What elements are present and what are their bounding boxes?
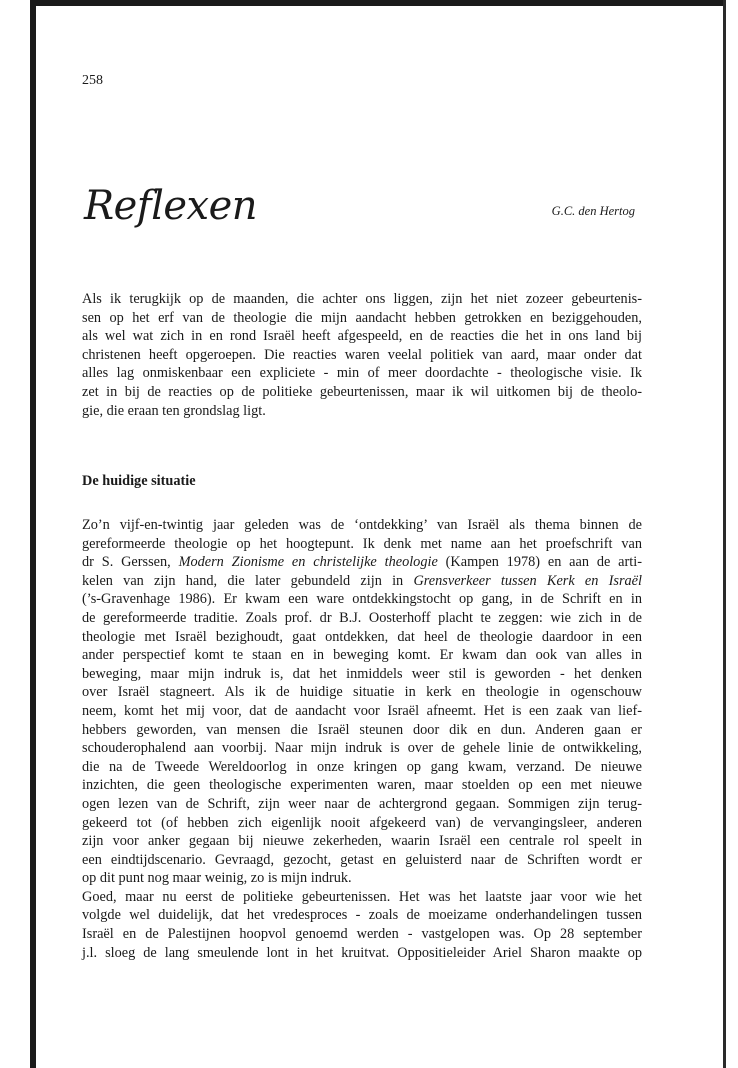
article-author: G.C. den Hertog [551, 204, 635, 218]
text-line: Israël en de Palestijnen hoopvol genoemd werden - vastgelopen was. Op 28 september [82, 926, 642, 943]
text-line: j.l. sloeg de lang smeulende lont in het kruitvat. Oppositieleider Ariel Sharon maakte op [82, 944, 642, 961]
text-line: christenen heeft opgeroepen. Die reacties waren veelal politiek van aard, maar onder dat [82, 346, 642, 363]
text-line: neem, komt het mij voor, dat de aandacht voor Israël afneemt. Het is een zaak van lief- [82, 702, 642, 719]
text-line: gekeerd tot (of hebben zich eigenlijk nooit afgekeerd van) de vervangingsleer, anderen [82, 814, 642, 831]
text-line: volgde wel duidelijk, dat het vredesproces - zoals de moeizame onderhandelingen tussen [82, 907, 642, 924]
text-line: de gereformeerde traditie. Zoals prof. dr B.J. Oosterhoff placht te zeggen: wie zich in de [82, 609, 642, 626]
scan-edge-bottom [30, 1040, 36, 1068]
text-line: Als ik terugkijk op de maanden, die achter ons liggen, zijn het niet zozeer gebeurtenis- [82, 291, 642, 307]
section-heading: De huidige situatie [82, 473, 196, 489]
body-paragraph [82, 516, 642, 962]
text-line: inzichten, die geen theologische experimenten waren, maar stoelden op een met nieuwe [82, 777, 642, 794]
scan-edge-left [30, 0, 36, 1068]
scan-edge-right [723, 0, 726, 1068]
text-line: alles lag onmiskenbaar een expliciete - min of meer doordachte - theologische visie. Ik [82, 365, 642, 382]
text-line: gereformeerde theologie op het hoogtepunt. Ik denk met name aan het proefschrift van [82, 535, 642, 552]
intro-paragraph [82, 290, 642, 420]
text-line: als wel wat zich in en rond Israël heeft afgespeeld, en de reacties die het in ons land bij [82, 328, 642, 345]
text-line: over Israël stagneert. Als ik de huidige situatie in kerk en theologie in ogenschouw [82, 684, 642, 701]
text-line: ander perspectief komt te staan en in beweging komt. Er kwam dan ook van alles in [82, 647, 642, 664]
book-title: Grensverkeer tussen Kerk en Israël [413, 572, 642, 589]
text-line: zijn voor anker gegaan bij nieuwe zekerheden, waarin Israël een centrale rol speelt in [82, 833, 642, 850]
text-line: Goed, maar nu eerst de politieke gebeurtenissen. Het was het laatste jaar voor wie het [82, 888, 642, 905]
scan-edge-top [30, 0, 726, 6]
text-line: zet in bij de reacties op de politieke gebeurtenissen, maar ik wil uitkomen bij de theolo- [82, 383, 642, 400]
text-line: beweging, maar mijn indruk is, dat het inmiddels weer stil is geworden - het denken [82, 665, 642, 682]
text-line: een eindtijdscenario. Gevraagd, gezocht, getast en geluisterd naar de Schriften wordt er [82, 851, 642, 868]
text-line: hebbers geworden, van mensen die Israël steunen door dik en dun. Anderen gaan er [82, 721, 642, 738]
text-line: schouderophalend aan voorbij. Naar mijn indruk is over de gehele linie de ontwikkeling, [82, 740, 642, 757]
article-title: Reflexen [84, 183, 258, 229]
text-line: theologie met Israël bezighoudt, gaat ontdekken, dat heel de theologie daardoor in een [82, 628, 642, 645]
text-line: ogen lezen van de Schrift, zijn weer naar de achtergrond gegaan. Sommigen zijn terug- [82, 795, 642, 812]
book-title: Modern Zionisme en christelijke theologie [178, 554, 438, 571]
text-line: kelen van zijn hand, die later gebundeld zijn in Grensverkeer tussen Kerk en Israël [82, 572, 642, 589]
text-line: (’s-Gravenhage 1986). Er kwam een ware ontdekkingstocht op gang, in de Schrift en in [82, 591, 642, 608]
text-line: Zo’n vijf-en-twintig jaar geleden was de ‘ontdekking’ van Israël als thema binnen de [82, 517, 642, 533]
text-line: sen op het erf van de theologie die mijn aandacht hebben getrokken en beziggehouden, [82, 309, 642, 326]
text-line: op dit punt nog maar weinig, zo is mijn indruk. [82, 870, 352, 887]
text-line: dr S. Gerssen, Modern Zionisme en christelijke theologie (Kampen 1978) en aan de arti- [82, 554, 642, 571]
page-number: 258 [82, 73, 103, 88]
text-line: gie, die eraan ten grondslag ligt. [82, 402, 266, 419]
text-line: die na de Tweede Wereldoorlog in onze kringen op gang kwam, verzand. De nieuwe [82, 758, 642, 775]
